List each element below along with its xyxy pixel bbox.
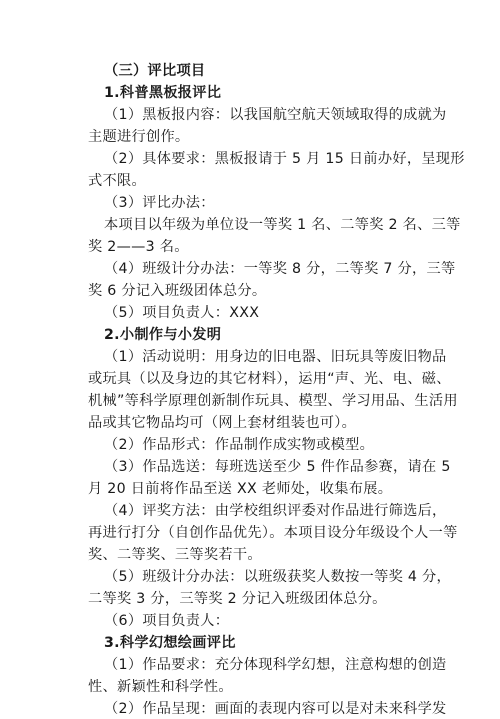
paragraph-line: 本项目以年级为单位设一等奖 1 名、二等奖 2 名、三等 (104, 217, 461, 233)
paragraph-line: （5）班级计分办法：以班级获奖人数按一等奖 4 分， (104, 569, 451, 585)
paragraph-line: （1）活动说明：用身边的旧电器、旧玩具等废旧物品 (104, 349, 447, 365)
paragraph-line: （6）项目负责人： (104, 613, 230, 629)
paragraph-line: 式不限。 (88, 173, 146, 189)
paragraph-line: 机械”等科学原理创新制作玩具、模型、学习用品、生活用 (88, 393, 458, 409)
paragraph-line: 月 20 日前将作品至送 XX 老师处，收集布展。 (88, 481, 393, 497)
paragraph-line: （1）作品要求：充分体现科学幻想，注意构想的创造 (104, 657, 447, 673)
paragraph-line: （3）作品选送：每班选送至少 5 件作品参赛，请在 5 (104, 459, 451, 475)
paragraph-line: （4）评奖方法：由学校组织评委对作品进行筛选后， (104, 503, 447, 519)
paragraph-line: 奖 6 分记入班级团体总分。 (88, 283, 267, 299)
section-heading: （三）评比项目 (104, 63, 206, 79)
subsection-heading-2: 2.小制作与小发明 (104, 327, 222, 343)
paragraph-line: （2）作品呈现：画面的表现内容可以是对未来科学发 (104, 701, 447, 717)
paragraph-line: （3）评比办法： (104, 195, 215, 211)
paragraph-line: 品或其它物品均可（网上套材组装也可）。 (88, 415, 357, 431)
paragraph-line: （2）具体要求：黑板报请于 5 月 15 日前办好，呈现形 (104, 151, 465, 167)
subsection-heading-3: 3.科学幻想绘画评比 (104, 635, 236, 651)
paragraph-line: （1）黑板报内容：以我国航空航天领域取得的成就为 (104, 107, 447, 123)
paragraph-line: 奖 2——3 名。 (88, 239, 189, 255)
paragraph-line: （2）作品形式：作品制作成实物或模型。 (104, 437, 375, 453)
paragraph-line: 性、新颖性和科学性。 (88, 679, 233, 695)
paragraph-line: 二等奖 3 分，三等奖 2 分记入班级团体总分。 (88, 591, 387, 607)
paragraph-line: 奖、二等奖、三等奖若干。 (88, 547, 262, 563)
paragraph-line: 再进行打分（自创作品优先）。本项目设分年级设个人一等 (88, 525, 458, 541)
paragraph-line: （4）班级计分办法：一等奖 8 分，二等奖 7 分，三等 (104, 261, 456, 277)
paragraph-line: （5）项目负责人：XXX (104, 305, 260, 321)
subsection-heading-1: 1.科普黑板报评比 (104, 85, 222, 101)
paragraph-line: 或玩具（以及身边的其它材料），运用“声、光、电、磁、 (88, 371, 451, 387)
paragraph-line: 主题进行创作。 (88, 129, 190, 145)
